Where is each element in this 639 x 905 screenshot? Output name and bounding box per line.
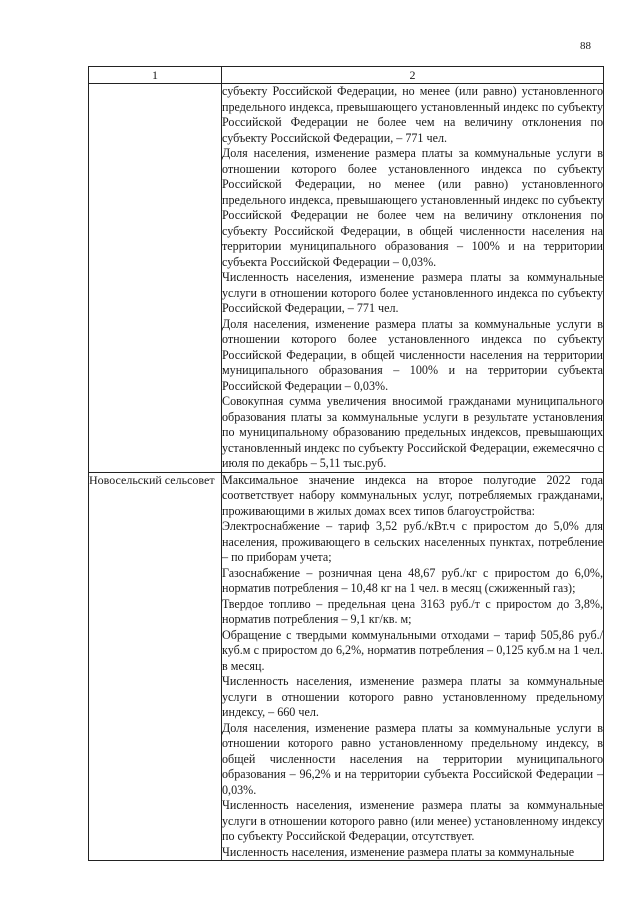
paragraph: Обращение с твердыми коммунальными отходами – тариф 505,86 руб./куб.м с приростом до 6,2%, норматив потребления – 0,125 куб.м на 1 чел. в месяц. [222, 627, 603, 673]
municipality-name-cell: Новосельский сельсовет [89, 472, 222, 861]
paragraph: Доля населения, изменение размера платы за коммунальные услуги в отношении которого более установленного индекса по субъекту Российской Федерации, но менее (или равно) установленного предельного индекса, превышающего установленный индекс по субъекту Российской Федерации не более чем на величину отклонения по субъекту Российской Федерации, в общей численности населения на территории муниципального образования – 100% и на территории субъекта Российской Федерации – 0,03%. [222, 146, 603, 269]
paragraph: Газоснабжение – розничная цена 48,67 руб./кг с приростом до 6,0%, норматив потребления – 10,48 кг на 1 чел. в месяц (сжиженный газ); [222, 565, 603, 595]
paragraph: Твердое топливо – предельная цена 3163 руб./т с приростом до 3,8%, норматив потребления – 9,1 кг/кв. м; [222, 596, 603, 626]
paragraph: Численность населения, изменение размера платы за коммунальные услуги в отношении которого равно установленному предельному индексу, – 660 чел. [222, 674, 603, 719]
paragraph: Численность населения, изменение размера платы за коммунальные услуги в отношении которого равно (или менее) установленному индексу по субъекту Российской Федерации, отсутствует. [222, 798, 603, 843]
municipality-name-cell [89, 84, 222, 473]
paragraph: Доля населения, изменение размера платы за коммунальные услуги в отношении которого более установленного индекса по субъекту Российской Федерации, в общей численности населения на территории муниципального образования – 100% и на территории субъекта Российской Федерации – 0,03%. [222, 316, 603, 393]
paragraph: Численность населения, изменение размера платы за коммунальные [222, 844, 575, 859]
document-table [88, 66, 604, 861]
table-header-row [89, 67, 604, 84]
table-row [89, 84, 604, 473]
column-header-2: 2 [222, 67, 604, 84]
paragraph: Максимальное значение индекса на второе полугодие 2022 года соответствует набору коммунальных услуг, потребляемых гражданами, проживающими в жилых домах всех типов благоустройства: [222, 472, 603, 518]
description-cell [222, 84, 604, 473]
paragraph: Численность населения, изменение размера платы за коммунальные услуги в отношении которого более установленного индекса по субъекту Российской Федерации, – 771 чел. [222, 270, 603, 315]
paragraph: субъекту Российской Федерации, но менее (или равно) установленного предельного индекса, превышающего установленный индекс по субъекту Российской Федерации не более чем на величину отклонения по субъекту Российской Федерации, – 771 чел. [222, 84, 603, 145]
column-header-1: 1 [89, 67, 222, 84]
table-row [89, 472, 604, 861]
page-number: 88 [580, 40, 591, 52]
description-cell [222, 472, 604, 861]
paragraph: Электроснабжение – тариф 3,52 руб./кВт.ч с приростом до 5,0% для населения, проживающего в сельских населенных пунктах, потребление – по приборам учета; [222, 519, 603, 564]
paragraph: Доля населения, изменение размера платы за коммунальные услуги в отношении которого равно установленному предельному индексу, в общей численности населения на территории муниципального образования – 96,2% и на территории субъекта Российской Федерации – 0,03%. [222, 720, 603, 797]
paragraph: Совокупная сумма увеличения вносимой гражданами муниципального образования платы за коммунальные услуги в результате установления по муниципальному образованию предельных индексов, превышающих установленный индекс по субъекту Российской Федерации, ежемесячно с июля по декабрь – 5,11 тыс.руб. [222, 394, 603, 470]
